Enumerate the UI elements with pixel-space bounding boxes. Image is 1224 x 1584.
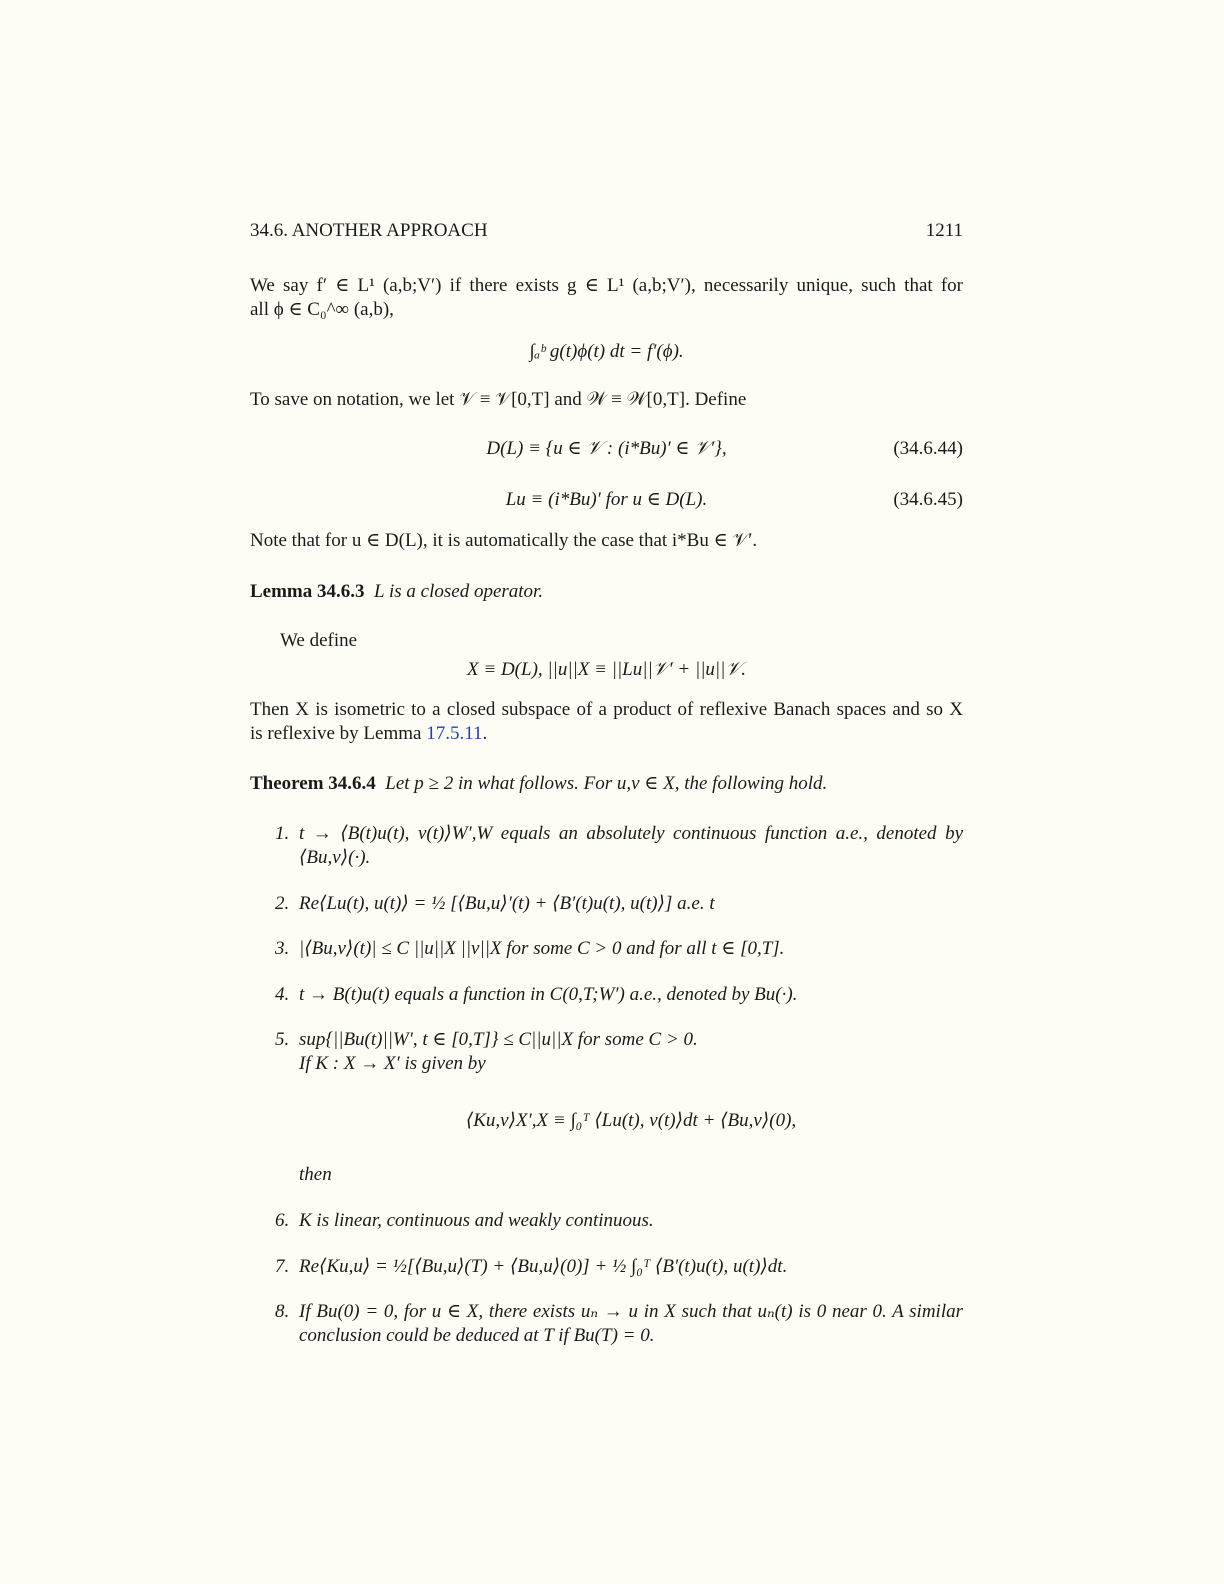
equation-label: (34.6.44)	[893, 438, 963, 459]
item-text: If Bu(0) = 0, for u ∈ X, there exists uₙ → u in X such that uₙ(t) is 0 near 0. A similar	[299, 1301, 963, 1322]
equation-formula: Lu ≡ (i*Bu)′ for u ∈ D(L).	[505, 489, 708, 510]
text: .	[482, 723, 488, 744]
norm-definition: X ≡ D(L), ||u||X ≡ ||Lu||𝒱′ + ||u||𝒱.	[467, 659, 746, 680]
list-item	[275, 937, 784, 961]
theorem	[250, 772, 827, 796]
item-text: |⟨Bu,v⟩(t)| ≤ C ||u||X ||v||X for some C > 0 and for all t ∈ [0,T].	[299, 938, 785, 959]
text: is reflexive by Lemma	[250, 723, 427, 744]
item-text: t → ⟨B(t)u(t), v(t)⟩W′,W equals an absolutely continuous function a.e., denoted by	[299, 823, 963, 844]
item-number: 8.	[275, 1301, 290, 1322]
theorem-title: Theorem 34.6.4	[250, 773, 376, 794]
item-text: Re⟨Lu(t), u(t)⟩ = ½ [⟨Bu,u⟩′(t) + ⟨B′(t)u(t), u(t)⟩] a.e. t	[299, 893, 715, 914]
lemma	[250, 580, 543, 604]
section-title: 34.6. ANOTHER APPROACH	[250, 220, 488, 241]
item-number: 3.	[275, 938, 290, 959]
list-item	[275, 1300, 963, 1324]
list-item	[275, 1028, 698, 1052]
lemma-title: Lemma 34.6.3	[250, 581, 365, 602]
equation-34-6-45	[250, 488, 963, 512]
item-number: 5.	[275, 1029, 290, 1050]
list-item	[275, 1255, 787, 1279]
paragraph-line: We say f′ ∈ L¹ (a,b;V′) if there exists g ∈ L¹ (a,b;V′), necessarily unique, such that for	[250, 275, 963, 296]
equation-34-6-44	[250, 437, 963, 461]
running-header	[250, 219, 963, 243]
list-item	[275, 1209, 654, 1233]
paragraph-line: all ϕ ∈ C₀^∞ (a,b),	[250, 299, 394, 320]
paragraph-line: We define	[280, 630, 358, 651]
item-number: 7.	[275, 1256, 290, 1277]
item-number: 4.	[275, 984, 290, 1005]
list-item	[275, 822, 963, 846]
lemma-reference-link[interactable]: 17.5.11	[426, 723, 483, 744]
item-number: 1.	[275, 823, 290, 844]
list-item-continuation: conclusion could be deduced at T if Bu(T) = 0.	[299, 1325, 655, 1346]
lemma-statement: L is a closed operator.	[374, 581, 544, 602]
item-text: K is linear, continuous and weakly continuous.	[299, 1210, 654, 1231]
then-text: then	[299, 1164, 332, 1185]
paragraph-line	[250, 722, 487, 746]
list-item-continuation: If K : X → X′ is given by	[299, 1053, 486, 1074]
list-item-continuation: ⟨Bu,v⟩(·).	[299, 847, 371, 868]
theorem-statement: Let p ≥ 2 in what follows. For u,v ∈ X, the following hold.	[385, 773, 828, 794]
paragraph-line: To save on notation, we let 𝒱 ≡ 𝒱[0,T] and 𝒲 ≡ 𝒲[0,T]. Define	[250, 389, 747, 410]
k-definition: ⟨Ku,v⟩X′,X ≡ ∫₀ᵀ ⟨Lu(t), v(t)⟩dt + ⟨Bu,v⟩(0),	[465, 1110, 797, 1131]
item-text: t → B(t)u(t) equals a function in C(0,T;W′) a.e., denoted by Bu(·).	[299, 984, 798, 1005]
list-item	[275, 892, 715, 916]
equation-label: (34.6.45)	[893, 489, 963, 510]
page-number: 1211	[925, 220, 963, 241]
list-item	[275, 983, 797, 1007]
integral-equation: ∫ₐᵇ g(t)ϕ(t) dt = f′(ϕ).	[529, 341, 684, 362]
item-text: sup{||Bu(t)||W′, t ∈ [0,T]} ≤ C||u||X for some C > 0.	[299, 1029, 698, 1050]
equation-formula: D(L) ≡ {u ∈ 𝒱 : (i*Bu)′ ∈ 𝒱′},	[486, 438, 727, 459]
item-number: 2.	[275, 893, 290, 914]
item-text: Re⟨Ku,u⟩ = ½[⟨Bu,u⟩(T) + ⟨Bu,u⟩(0)] + ½ ∫₀ᵀ ⟨B′(t)u(t), u(t)⟩dt.	[299, 1256, 788, 1277]
item-number: 6.	[275, 1210, 290, 1231]
paragraph-line: Then X is isometric to a closed subspace of a product of reflexive Banach spaces and so X	[250, 699, 963, 720]
paragraph-line: Note that for u ∈ D(L), it is automatically the case that i*Bu ∈ 𝒱′.	[250, 530, 758, 551]
